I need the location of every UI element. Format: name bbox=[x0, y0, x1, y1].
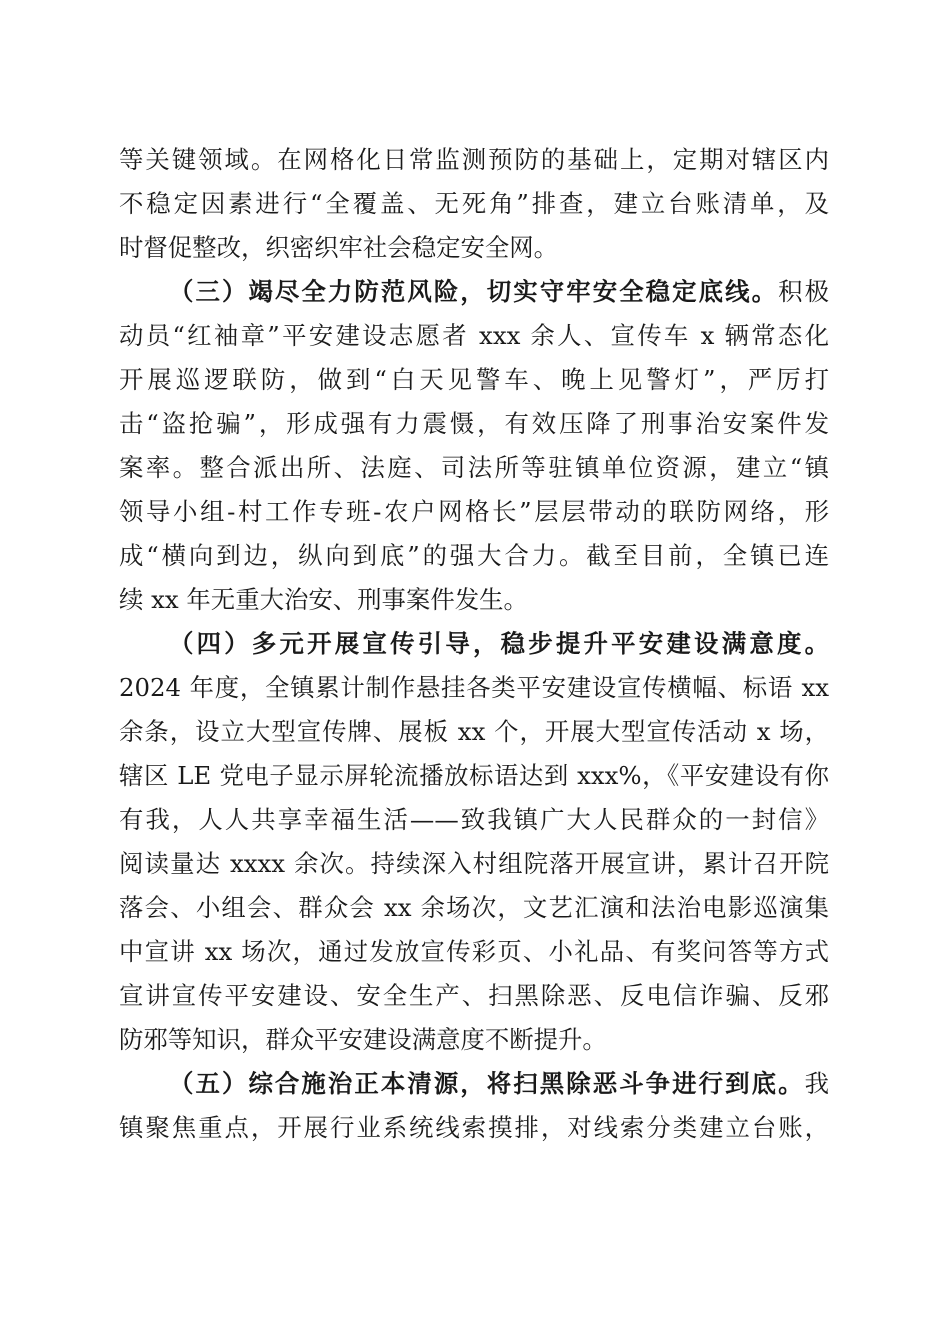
section-heading-text: （五）综合施治正本清源，将扫黑除恶斗争进行到底。 bbox=[169, 1069, 805, 1098]
section-body-text: 积极 bbox=[778, 277, 829, 306]
section-heading-4: （四）多元开展宣传引导，稳步提升平安建设满意度。 bbox=[169, 629, 829, 658]
paragraph-line: 等关键领域。在网格化日常监测预防的基础上，定期对辖区内 bbox=[119, 145, 829, 174]
paragraph-line: 中宣讲 xx 场次，通过发放宣传彩页、小礼品、有奖问答等方式 bbox=[119, 937, 829, 966]
paragraph-line: 镇聚焦重点，开展行业系统线索摸排，对线索分类建立台账， bbox=[119, 1113, 829, 1142]
paragraph-line: 阅读量达 xxxx 余次。持续深入村组院落开展宣讲，累计召开院 bbox=[119, 849, 829, 878]
paragraph-line: 2024 年度，全镇累计制作悬挂各类平安建设宣传横幅、标语 xx bbox=[119, 673, 829, 702]
paragraph-line: 宣讲宣传平安建设、安全生产、扫黑除恶、反电信诈骗、反邪 bbox=[119, 981, 829, 1010]
paragraph-line: 领导小组-村工作专班-农户网格长”层层带动的联防网络，形 bbox=[119, 497, 829, 526]
paragraph-line: 时督促整改，织密织牢社会稳定安全网。 bbox=[119, 233, 559, 262]
paragraph-line: 落会、小组会、群众会 xx 余场次，文艺汇演和法治电影巡演集 bbox=[119, 893, 829, 922]
paragraph-line: 辖区 LE 党电子显示屏轮流播放标语达到 xxx%，《平安建设有你 bbox=[119, 761, 829, 790]
paragraph-line: 成“横向到边，纵向到底”的强大合力。截至目前，全镇已连 bbox=[119, 541, 829, 570]
paragraph-line: 不稳定因素进行“全覆盖、无死角”排查，建立台账清单，及 bbox=[119, 189, 829, 218]
section-body-text: 我 bbox=[804, 1069, 829, 1098]
paragraph-line: 续 xx 年无重大治安、刑事案件发生。 bbox=[119, 585, 528, 614]
section-heading-5 bbox=[169, 1066, 829, 1102]
paragraph-line: 案率。整合派出所、法庭、司法所等驻镇单位资源，建立“镇 bbox=[119, 453, 829, 482]
paragraph-line: 有我，人人共享幸福生活——致我镇广大人民群众的一封信》 bbox=[119, 805, 829, 834]
paragraph-line: 开展巡逻联防，做到“白天见警车、晚上见警灯”，严厉打 bbox=[119, 365, 829, 394]
section-heading-text: （三）竭尽全力防范风险，切实守牢安全稳定底线。 bbox=[169, 277, 779, 306]
paragraph-line: 余条，设立大型宣传牌、展板 xx 个，开展大型宣传活动 x 场， bbox=[119, 717, 829, 746]
paragraph-line: 击“盗抢骗”，形成强有力震慑，有效压降了刑事治安案件发 bbox=[119, 409, 829, 438]
paragraph-line: 动员“红袖章”平安建设志愿者 xxx 余人、宣传车 x 辆常态化 bbox=[119, 321, 829, 350]
section-heading-3 bbox=[169, 274, 829, 310]
paragraph-line: 防邪等知识，群众平安建设满意度不断提升。 bbox=[119, 1025, 607, 1054]
